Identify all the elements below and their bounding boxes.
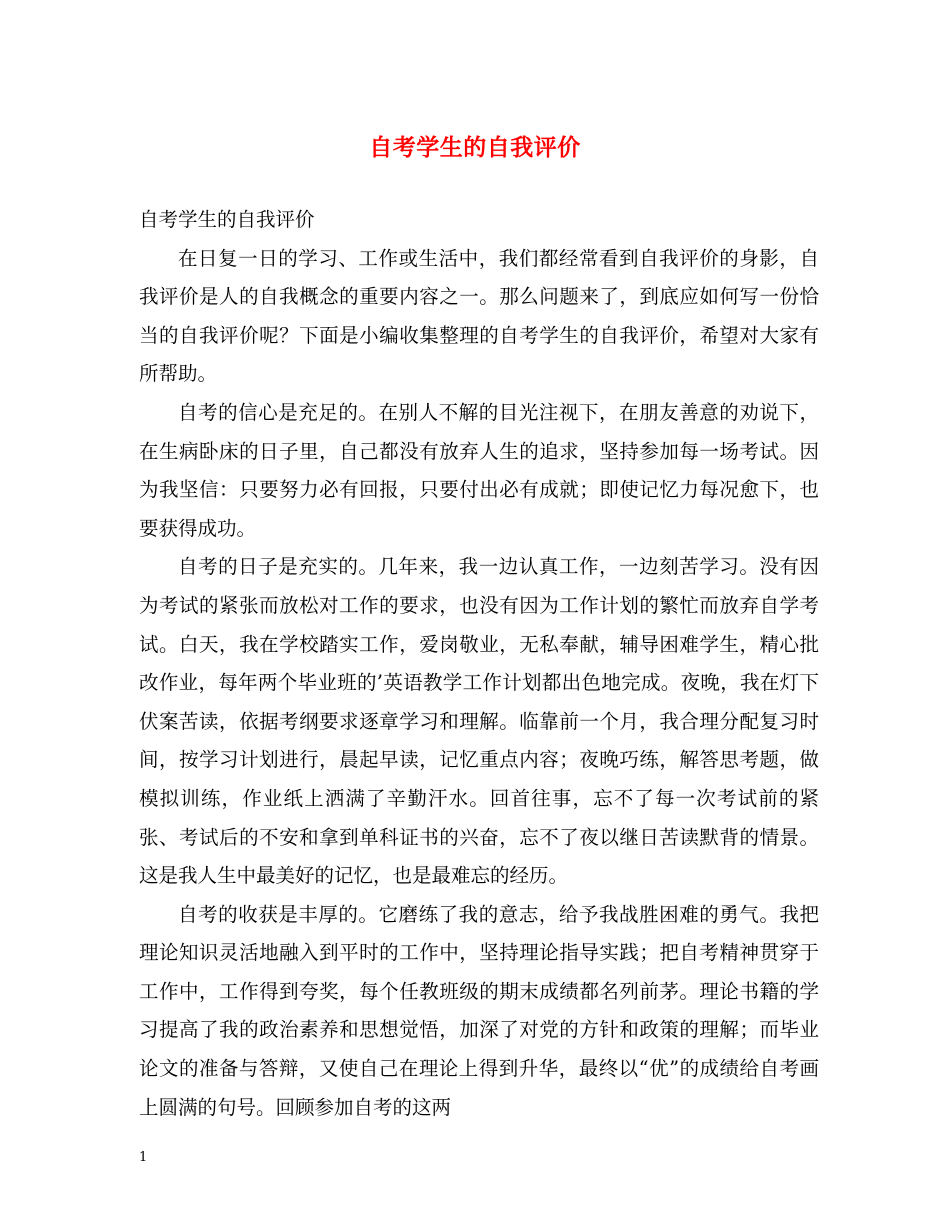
page-number: 1 (139, 1150, 148, 1165)
paragraph-intro: 在日复一日的学习、工作或生活中，我们都经常看到自我评价的身影，自我评价是人的自我概念的重要内容之一。那么问题来了，到底应如何写一份恰当的自我评价呢？下面是小编收集整理的自考学生的自我评价，希望对大家有所帮助。 (139, 246, 819, 386)
paragraph-harvest: 自考的收获是丰厚的。它磨练了我的意志，给予我战胜困难的勇气。我把理论知识灵活地融入到平时的工作中，坚持理论指导实践；把自考精神贯穿于工作中，工作得到夸奖，每个任教班级的期末成绩都名列前茅。理论书籍的学习提高了我的政治素养和思想觉悟，加深了对党的方针和政策的理解；而毕业论文的准备与答辩，又使自己在理论上得到升华，最终以“优”的成绩给自考画上圆满的句号。回顾参加自考的这两 (139, 902, 819, 1119)
paragraph-fulfilling-days: 自考的日子是充实的。几年来，我一边认真工作，一边刻苦学习。没有因为考试的紧张而放松对工作的要求，也没有因为工作计划的繁忙而放弃自学考试。白天，我在学校踏实工作，爱岗敬业，无私奉献，辅导困难学生，精心批改作业，每年两个毕业班的’英语教学工作计划都出色地完成。夜晚，我在灯下伏案苦读，依据考纲要求逐章学习和理解。临靠前一个月，我合理分配复习时间，按学习计划进行，晨起早读，记忆重点内容；夜晚巧练，解答思考题，做模拟训练，作业纸上洒满了辛勤汗水。回首往事，忘不了每一次考试前的紧张、考试后的不安和拿到单科证书的兴奋，忘不了夜以继日苦读默背的情景。这是我人生中最美好的记忆，也是最难忘的经历。 (139, 555, 819, 888)
document-subtitle: 自考学生的自我评价 (139, 208, 315, 231)
document-body (139, 201, 819, 1127)
paragraph-confidence: 自考的信心是充足的。在别人不解的目光注视下，在朋友善意的劝说下，在生病卧床的日子里，自己都没有放弃人生的追求，坚持参加每一场考试。因为我坚信：只要努力必有回报，只要付出必有成就；即使记忆力每况愈下，也要获得成功。 (139, 400, 819, 540)
document-title: 自考学生的自我评价 (369, 134, 581, 161)
